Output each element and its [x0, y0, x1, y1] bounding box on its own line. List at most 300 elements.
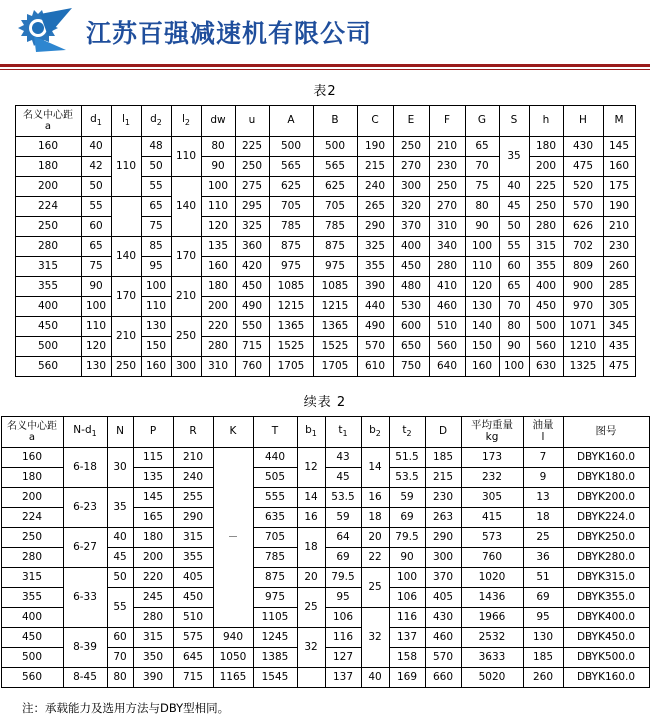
- cell-dw: 90: [201, 157, 235, 177]
- cell-B: 1085: [313, 277, 357, 297]
- cell-R: 575: [173, 628, 213, 648]
- cell-R: 510: [173, 608, 213, 628]
- cell-D: 570: [425, 648, 461, 668]
- th-d2: $d_2$: [141, 106, 171, 137]
- cell-M: 210: [603, 217, 635, 237]
- header-divider-thin: [0, 69, 650, 70]
- company-name: 江苏百强减速机有限公司: [86, 19, 373, 48]
- cell-S: 65: [499, 277, 529, 297]
- cell-code: DBYK400.0: [563, 608, 649, 628]
- cell-P: 145: [133, 488, 173, 508]
- cell-E: 300: [393, 177, 429, 197]
- cell-t1: 116: [325, 628, 361, 648]
- cell-T: 1105: [253, 608, 297, 628]
- cell-M: 285: [603, 277, 635, 297]
- cell-E: 480: [393, 277, 429, 297]
- cell-C: 390: [357, 277, 393, 297]
- cell-d2: 85: [141, 237, 171, 257]
- cell-F: 510: [429, 317, 465, 337]
- dimension-table-2: [1, 416, 650, 688]
- cell-A: 785: [269, 217, 313, 237]
- cell-D: 460: [425, 628, 461, 648]
- cell-K: 940: [213, 628, 253, 648]
- cell-a: 450: [1, 628, 63, 648]
- table-row: [15, 317, 635, 337]
- cell-E: 250: [393, 137, 429, 157]
- cell-w: 2532: [461, 628, 523, 648]
- cell-F: 280: [429, 257, 465, 277]
- cell-B: 705: [313, 197, 357, 217]
- cell-t1: 137: [325, 668, 361, 688]
- cell-H: 570: [563, 197, 603, 217]
- th-h: h: [529, 106, 563, 137]
- cell-u: 420: [235, 257, 269, 277]
- table-row: [1, 668, 649, 688]
- cell-H: 430: [563, 137, 603, 157]
- cell-S: 55: [499, 237, 529, 257]
- cell-N: 60: [107, 628, 133, 648]
- cell-h: 225: [529, 177, 563, 197]
- cell-a: 180: [15, 157, 81, 177]
- cell-d1: 50: [81, 177, 111, 197]
- cell-P: 390: [133, 668, 173, 688]
- cell-R: 290: [173, 508, 213, 528]
- cell-u: 275: [235, 177, 269, 197]
- cell-A: 1705: [269, 357, 313, 377]
- cell-a: 224: [15, 197, 81, 217]
- th-A: A: [269, 106, 313, 137]
- cell-D: 215: [425, 468, 461, 488]
- cell-E: 370: [393, 217, 429, 237]
- cell-D: 370: [425, 568, 461, 588]
- cell-b2: 18: [361, 508, 389, 528]
- cell-P: 245: [133, 588, 173, 608]
- cell-A: 1365: [269, 317, 313, 337]
- cell-R: 405: [173, 568, 213, 588]
- cell-C: 490: [357, 317, 393, 337]
- cell-R: 715: [173, 668, 213, 688]
- cell-C: 240: [357, 177, 393, 197]
- cell-a: 500: [1, 648, 63, 668]
- th2-oil-volume: 油量 l: [523, 417, 563, 448]
- cell-t1: 64: [325, 528, 361, 548]
- cell-l2: 250: [171, 317, 201, 357]
- cell-T: 1545: [253, 668, 297, 688]
- cell-w: 305: [461, 488, 523, 508]
- cell-t2: 116: [389, 608, 425, 628]
- th2-b2: $b_2$: [361, 417, 389, 448]
- cell-G: 90: [465, 217, 499, 237]
- cell-G: 110: [465, 257, 499, 277]
- cell-d1: 120: [81, 337, 111, 357]
- cell-a: 355: [1, 588, 63, 608]
- cell-A: 625: [269, 177, 313, 197]
- cell-A: 1085: [269, 277, 313, 297]
- table-row: [15, 297, 635, 317]
- cell-dw: 120: [201, 217, 235, 237]
- th2-t1: $t_1$: [325, 417, 361, 448]
- th-E: E: [393, 106, 429, 137]
- cell-w: 415: [461, 508, 523, 528]
- cell-F: 230: [429, 157, 465, 177]
- cell-u: 760: [235, 357, 269, 377]
- cell-u: 295: [235, 197, 269, 217]
- dimension-table-1: [15, 105, 636, 377]
- cell-code: DBYK355.0: [563, 588, 649, 608]
- cell-h: 630: [529, 357, 563, 377]
- cell-B: 1365: [313, 317, 357, 337]
- cell-l2: 300: [171, 357, 201, 377]
- cell-C: 290: [357, 217, 393, 237]
- cell-D: 290: [425, 528, 461, 548]
- cell-dw: 200: [201, 297, 235, 317]
- cell-oil: 7: [523, 448, 563, 468]
- cell-F: 460: [429, 297, 465, 317]
- cell-code: DBYK224.0: [563, 508, 649, 528]
- cell-t1: 69: [325, 548, 361, 568]
- cell-d1: 40: [81, 137, 111, 157]
- cell-S: 90: [499, 337, 529, 357]
- cell-oil: 18: [523, 508, 563, 528]
- cell-oil: 130: [523, 628, 563, 648]
- cell-h: 500: [529, 317, 563, 337]
- cell-F: 340: [429, 237, 465, 257]
- cell-N: 30: [107, 448, 133, 488]
- cell-a: 315: [1, 568, 63, 588]
- cell-a: 250: [1, 528, 63, 548]
- cell-C: 325: [357, 237, 393, 257]
- table-row: [15, 257, 635, 277]
- cell-d1: 65: [81, 237, 111, 257]
- cell-G: 75: [465, 177, 499, 197]
- page-header: [0, 0, 650, 64]
- cell-T: 785: [253, 548, 297, 568]
- table-row: [15, 197, 635, 217]
- cell-K: 1050: [213, 648, 253, 668]
- cell-F: 270: [429, 197, 465, 217]
- cell-oil: 51: [523, 568, 563, 588]
- cell-A: 1215: [269, 297, 313, 317]
- table-row: [15, 277, 635, 297]
- cell-dw: 110: [201, 197, 235, 217]
- cell-h: 450: [529, 297, 563, 317]
- cell-a: 160: [15, 137, 81, 157]
- cell-code: DBYK280.0: [563, 548, 649, 568]
- cell-u: 715: [235, 337, 269, 357]
- cell-C: 265: [357, 197, 393, 217]
- cell-C: 440: [357, 297, 393, 317]
- cell-b1: 14: [297, 488, 325, 508]
- cell-l1: 110: [111, 137, 141, 197]
- cell-w: 3633: [461, 648, 523, 668]
- cell-C: 610: [357, 357, 393, 377]
- cell-R: 255: [173, 488, 213, 508]
- cell-nd: 6-18: [63, 448, 107, 488]
- gear-logo-icon: [14, 6, 74, 58]
- cell-S: 50: [499, 217, 529, 237]
- cell-h: 280: [529, 217, 563, 237]
- cell-S: 60: [499, 257, 529, 277]
- th2-average-weight: 平均重量 kg: [461, 417, 523, 448]
- cell-E: 600: [393, 317, 429, 337]
- table1-title: 表2: [313, 84, 337, 99]
- cell-d2: 150: [141, 337, 171, 357]
- cell-dw: 100: [201, 177, 235, 197]
- cell-oil: 69: [523, 588, 563, 608]
- cell-l2: 140: [171, 177, 201, 237]
- th-nominal-center-distance: 名义中心距 a: [15, 106, 81, 137]
- cell-b1: 12: [297, 448, 325, 488]
- cell-a: 450: [15, 317, 81, 337]
- table-row: [15, 177, 635, 197]
- cell-h: 355: [529, 257, 563, 277]
- th-l1: $l_1$: [111, 106, 141, 137]
- cell-B: 875: [313, 237, 357, 257]
- cell-T: 440: [253, 448, 297, 468]
- cell-oil: 185: [523, 648, 563, 668]
- cell-d2: 110: [141, 297, 171, 317]
- th-l2: $l_2$: [171, 106, 201, 137]
- cell-E: 530: [393, 297, 429, 317]
- cell-M: 190: [603, 197, 635, 217]
- cell-u: 225: [235, 137, 269, 157]
- cell-t1: 79.5: [325, 568, 361, 588]
- header-divider: [0, 64, 650, 67]
- cell-code: DBYK160.0: [563, 448, 649, 468]
- cell-h: 200: [529, 157, 563, 177]
- cell-R: 210: [173, 448, 213, 468]
- cell-t2: 100: [389, 568, 425, 588]
- cell-S: 45: [499, 197, 529, 217]
- cell-oil: 36: [523, 548, 563, 568]
- cell-A: 500: [269, 137, 313, 157]
- cell-d2: 100: [141, 277, 171, 297]
- th-H: H: [563, 106, 603, 137]
- table1-header-row: [15, 106, 635, 137]
- cell-B: 565: [313, 157, 357, 177]
- cell-a: 560: [15, 357, 81, 377]
- th-M: M: [603, 106, 635, 137]
- cell-M: 145: [603, 137, 635, 157]
- cell-R: 315: [173, 528, 213, 548]
- cell-T: 505: [253, 468, 297, 488]
- th2-t2: $t_2$: [389, 417, 425, 448]
- cell-a: 355: [15, 277, 81, 297]
- cell-h: 180: [529, 137, 563, 157]
- cell-T: 875: [253, 568, 297, 588]
- cell-t1: 95: [325, 588, 361, 608]
- cell-t2: 90: [389, 548, 425, 568]
- cell-l1: 170: [111, 277, 141, 317]
- cell-l1: 210: [111, 317, 141, 357]
- cell-nd: 6-27: [63, 528, 107, 568]
- cell-l2: 210: [171, 277, 201, 317]
- cell-b2: 25: [361, 568, 389, 608]
- table-row: [15, 237, 635, 257]
- cell-a: 560: [1, 668, 63, 688]
- cell-P: 180: [133, 528, 173, 548]
- cell-H: 702: [563, 237, 603, 257]
- cell-B: 975: [313, 257, 357, 277]
- cell-M: 260: [603, 257, 635, 277]
- cell-dw: 180: [201, 277, 235, 297]
- cell-D: 185: [425, 448, 461, 468]
- cell-oil: 13: [523, 488, 563, 508]
- cell-N: 80: [107, 668, 133, 688]
- cell-d1: 42: [81, 157, 111, 177]
- cell-b2: 40: [361, 668, 389, 688]
- cell-H: 626: [563, 217, 603, 237]
- cell-w: 1966: [461, 608, 523, 628]
- cell-b1: 20: [297, 568, 325, 588]
- cell-a: 160: [1, 448, 63, 468]
- cell-B: 625: [313, 177, 357, 197]
- cell-H: 900: [563, 277, 603, 297]
- cell-d1: 60: [81, 217, 111, 237]
- cell-G: 65: [465, 137, 499, 157]
- cell-H: 520: [563, 177, 603, 197]
- cell-dw: 80: [201, 137, 235, 157]
- cell-R: 240: [173, 468, 213, 488]
- cell-t2: 59: [389, 488, 425, 508]
- cell-N: 70: [107, 648, 133, 668]
- cell-d2: 55: [141, 177, 171, 197]
- cell-w: 173: [461, 448, 523, 468]
- cell-d2: 95: [141, 257, 171, 277]
- cell-a: 400: [15, 297, 81, 317]
- cell-H: 809: [563, 257, 603, 277]
- cell-M: 345: [603, 317, 635, 337]
- table-row: [15, 337, 635, 357]
- table-row: [1, 628, 649, 648]
- cell-H: 970: [563, 297, 603, 317]
- cell-d1: 55: [81, 197, 111, 217]
- cell-h: 315: [529, 237, 563, 257]
- cell-A: 565: [269, 157, 313, 177]
- cell-code: DBYK250.0: [563, 528, 649, 548]
- cell-t1: 45: [325, 468, 361, 488]
- cell-b2: 32: [361, 608, 389, 668]
- cell-P: 350: [133, 648, 173, 668]
- cell-P: 165: [133, 508, 173, 528]
- cell-u: 550: [235, 317, 269, 337]
- cell-dw: 220: [201, 317, 235, 337]
- cell-l2: 170: [171, 237, 201, 277]
- cell-oil: 25: [523, 528, 563, 548]
- cell-P: 220: [133, 568, 173, 588]
- cell-l1: 140: [111, 237, 141, 277]
- cell-a: 200: [15, 177, 81, 197]
- cell-d2: 65: [141, 197, 171, 217]
- cell-B: 1705: [313, 357, 357, 377]
- cell-a: 280: [15, 237, 81, 257]
- cell-E: 270: [393, 157, 429, 177]
- cell-d1: 90: [81, 277, 111, 297]
- cell-S: 70: [499, 297, 529, 317]
- cell-T: 705: [253, 528, 297, 548]
- th-C: C: [357, 106, 393, 137]
- cell-N: 50: [107, 568, 133, 588]
- th2-R: R: [173, 417, 213, 448]
- table-row: [1, 488, 649, 508]
- cell-G: 140: [465, 317, 499, 337]
- cell-a: 224: [1, 508, 63, 528]
- cell-D: 300: [425, 548, 461, 568]
- cell-E: 650: [393, 337, 429, 357]
- cell-w: 1020: [461, 568, 523, 588]
- cell-C: 570: [357, 337, 393, 357]
- cell-P: 280: [133, 608, 173, 628]
- cell-B: 1525: [313, 337, 357, 357]
- th2-T: T: [253, 417, 297, 448]
- table-row: [15, 357, 635, 377]
- cell-u: 250: [235, 157, 269, 177]
- cell-d1: 130: [81, 357, 111, 377]
- cell-a: 250: [15, 217, 81, 237]
- cell-u: 450: [235, 277, 269, 297]
- cell-dw: 310: [201, 357, 235, 377]
- cell-M: 435: [603, 337, 635, 357]
- cell-G: 80: [465, 197, 499, 217]
- cell-F: 410: [429, 277, 465, 297]
- cell-w: 1436: [461, 588, 523, 608]
- th2-drawing-no: 图号: [563, 417, 649, 448]
- cell-nd: 6-23: [63, 488, 107, 528]
- th-F: F: [429, 106, 465, 137]
- cell-G: 120: [465, 277, 499, 297]
- cell-t2: 169: [389, 668, 425, 688]
- cell-T: 1245: [253, 628, 297, 648]
- cell-S: 100: [499, 357, 529, 377]
- cell-u: 490: [235, 297, 269, 317]
- cell-t2: 53.5: [389, 468, 425, 488]
- th-B: B: [313, 106, 357, 137]
- cell-A: 705: [269, 197, 313, 217]
- th2-N: N: [107, 417, 133, 448]
- cell-oil: 95: [523, 608, 563, 628]
- cell-P: 115: [133, 448, 173, 468]
- table-row: [1, 528, 649, 548]
- cell-h: 250: [529, 197, 563, 217]
- cell-R: 355: [173, 548, 213, 568]
- cell-G: 70: [465, 157, 499, 177]
- cell-b1: 25: [297, 588, 325, 628]
- cell-code: DBYK500.0: [563, 648, 649, 668]
- cell-code: DBYK180.0: [563, 468, 649, 488]
- cell-S: 40: [499, 177, 529, 197]
- cell-E: 320: [393, 197, 429, 217]
- cell-T: 635: [253, 508, 297, 528]
- th2-nominal-center-distance: 名义中心距 a: [1, 417, 63, 448]
- table2-header-row: [1, 417, 649, 448]
- cell-B: 785: [313, 217, 357, 237]
- cell-dw: 160: [201, 257, 235, 277]
- th-dw: dw: [201, 106, 235, 137]
- cell-A: 875: [269, 237, 313, 257]
- cell-N: 55: [107, 588, 133, 628]
- cell-N: 40: [107, 528, 133, 548]
- th2-b1: $b_1$: [297, 417, 325, 448]
- cell-oil: 9: [523, 468, 563, 488]
- cell-t1: 127: [325, 648, 361, 668]
- cell-d1: 110: [81, 317, 111, 337]
- cell-G: 100: [465, 237, 499, 257]
- cell-K: 1165: [213, 668, 253, 688]
- cell-t2: 51.5: [389, 448, 425, 468]
- cell-u: 360: [235, 237, 269, 257]
- cell-F: 250: [429, 177, 465, 197]
- cell-T: 555: [253, 488, 297, 508]
